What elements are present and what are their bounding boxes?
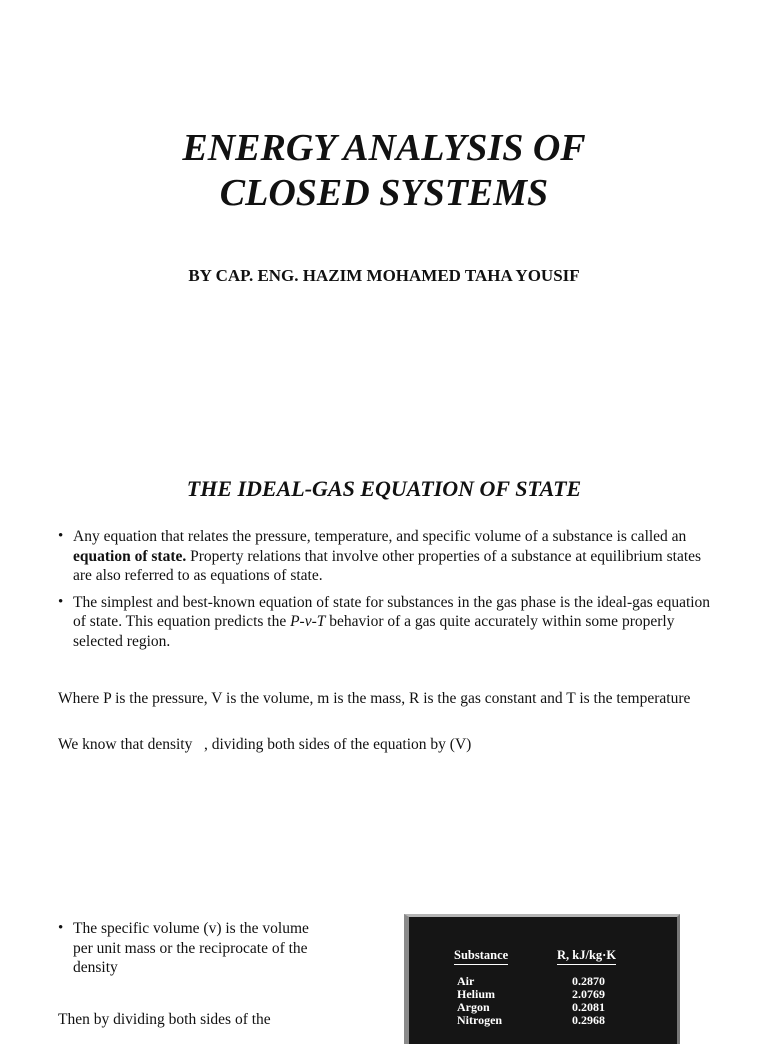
bullet-text: Property relations that involve other properties of a substance at equilibrium states are also referred to as equations of state.	[73, 547, 702, 584]
side-bullet-list	[58, 919, 318, 978]
table-row	[409, 1000, 677, 1013]
table-header-substance: Substance	[454, 948, 508, 965]
table-cell-r: 0.2968	[572, 1013, 605, 1027]
bullet-item	[58, 527, 718, 586]
bullet-bold-term: equation of state.	[73, 547, 187, 565]
table-row	[409, 1013, 677, 1026]
table-cell-r: 0.2081	[572, 1000, 605, 1014]
author-line: BY CAP. ENG. HAZIM MOHAMED TAHA YOUSIF	[188, 266, 580, 285]
bullet-dot-icon: •	[58, 528, 64, 544]
title-line-1: ENERGY ANALYSIS OF	[182, 127, 586, 169]
paragraph-density: We know that density , dividing both sides of the equation by (V)	[58, 736, 472, 753]
table-header-r: R, kJ/kg·K	[557, 948, 616, 965]
table-cell-r: 2.0769	[572, 987, 605, 1001]
table-cell-substance: Helium	[457, 987, 495, 1001]
paragraph-then: Then by dividing both sides of the	[58, 1011, 271, 1028]
document-title	[0, 126, 768, 216]
bullet-text: behavior of a gas quite accurately within some properly selected region.	[73, 613, 675, 650]
section-heading: THE IDEAL-GAS EQUATION OF STATE	[186, 476, 582, 501]
gas-constant-table	[404, 914, 680, 1044]
table-cell-substance: Nitrogen	[457, 1013, 503, 1027]
bullet-item	[58, 593, 718, 652]
bullet-text: The specific volume (v) is the volume per unit mass or the reciprocate of the density	[73, 920, 309, 976]
bullet-italic-term: P-v-T	[290, 613, 326, 630]
table-cell-substance: Argon	[457, 1000, 490, 1014]
table-cell-r: 0.2870	[572, 974, 605, 988]
paragraph-variables: Where P is the pressure, V is the volume, m is the mass, R is the gas constant and T is the temperature	[58, 690, 691, 707]
table-row	[409, 974, 677, 987]
bullet-text: Any equation that relates the pressure, temperature, and specific volume of a substance is called an	[73, 528, 687, 545]
bullet-text: The simplest and best-known equation of state for substances in the gas phase is the ideal-gas equation of state. This equation predicts the	[73, 593, 711, 630]
main-bullet-list	[58, 527, 718, 658]
bullet-item	[58, 919, 318, 978]
title-line-2: CLOSED SYSTEMS	[219, 172, 549, 214]
table-row	[409, 987, 677, 1000]
bullet-dot-icon: •	[58, 593, 64, 610]
table-cell-substance: Air	[457, 974, 475, 988]
bullet-dot-icon: •	[58, 920, 64, 936]
